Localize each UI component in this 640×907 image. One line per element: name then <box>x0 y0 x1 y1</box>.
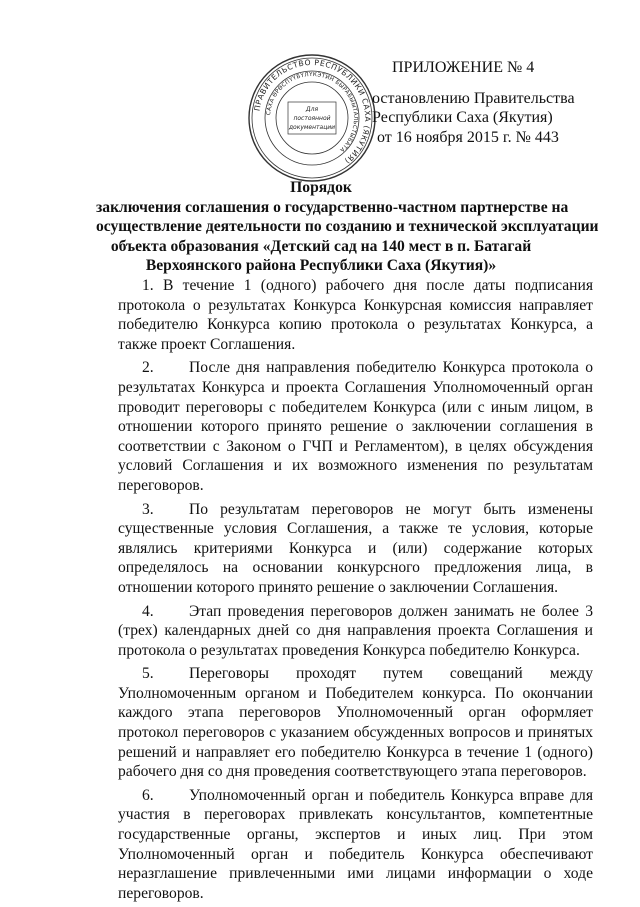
paragraph-4 <box>118 602 593 661</box>
seal-outer-text: ПРАВИТЕЛЬСТВО РЕСПУБЛИКИ САХА (ЯКУТИЯ) <box>252 57 373 166</box>
paragraph-1 <box>118 276 593 354</box>
paragraph-number: 6. <box>142 786 154 804</box>
paragraph-2 <box>118 358 593 495</box>
document-title <box>96 178 599 276</box>
paragraph-text: По результатам переговоров не могут быть изменены существенные условия Соглашения, а также те условия, которые являлись критериями Конкурса и (или) содержание которых определялось на основании конкурсного предложения лица, в отношении которого принято решение о заключении Соглашения. <box>118 500 593 596</box>
paragraph-text: После дня направления победителю Конкурса протокола о результатах Конкурса и проекта Соглашения Уполномоченный орган проводит переговоры с победителем Конкурса (или с иным лицом, в отношении которого принято решение о заключении соглашения в соответствии с Законом о ГЧП и Регламентом), в целях обсуждения условий Соглашения и их возможного изменения по результатам переговоров. <box>118 359 593 494</box>
appendix-resolution-ref: остановлению Правительства <box>372 89 575 107</box>
paragraph-text: Переговоры проходят путем совещаний между Уполномоченным органом и Победителем конкурса. По окончании каждого этапа переговоров Уполномоченный орган оформляет протокол переговоров с указанием обсужденных вопросов и принятых решений и направляет его победителю Конкурса в течение 1 (одного) рабочего дня со дня проведения соответствующего этапа переговоров. <box>118 665 593 781</box>
paragraph-text: Уполномоченный орган и победитель Конкурса вправе для участия в переговорах привлекать консультантов, компетентные государственные органы, экспертов и иных лиц. При этом Уполномоченный орган и победитель Конкурса обеспечивают неразглашение привлеченными ими лицами информации о ходе переговоров. <box>118 786 593 902</box>
paragraph-text: Этап проведения переговоров должен занимать не более 3 (трех) календарных дней со дня направления проекта Соглашения и протокола о результатах проведения Конкурса победителю Конкурса. <box>118 602 593 659</box>
seal-center-line2: постоянной <box>293 115 331 122</box>
seal-center-line1: Для <box>305 106 319 113</box>
paragraph-number: 5. <box>142 665 154 683</box>
paragraph-6 <box>118 786 593 904</box>
paragraph-text: В течение 1 (одного) рабочего дня после даты подписания протокола о результатах Конкурса Конкурсная комиссия направляет победителю Конкурса копию протокола о результатах Конкурса, а также проект Соглашения. <box>118 277 593 353</box>
title-line: заключения соглашения о государственно-частном партнерстве на <box>96 198 569 216</box>
paragraph-5 <box>118 664 593 782</box>
title-line: Верхоянского района Республики Саха (Якутия)» <box>145 257 497 274</box>
paragraph-number: 3. <box>142 500 154 518</box>
title-line: Порядок <box>290 179 352 196</box>
title-line: объекта образования «Детский сад на 140 мест в п. Батагай <box>110 237 532 255</box>
paragraph-number: 4. <box>142 602 154 620</box>
appendix-date: от 16 ноября 2015 г. № 443 <box>377 128 559 146</box>
appendix-number: ПРИЛОЖЕНИЕ № 4 <box>392 59 535 76</box>
title-line: осуществление деятельности по созданию и технической эксплуатации <box>96 218 599 235</box>
paragraph-3 <box>118 500 593 598</box>
seal-center-line3: документации <box>288 124 336 131</box>
appendix-government: Республики Саха (Якутия) <box>372 109 553 126</box>
paragraph-number: 2. <box>142 359 154 377</box>
official-seal <box>246 52 378 184</box>
paragraph-number: 1. <box>142 277 154 294</box>
seal-inner-text: САХА ӨРӨСПҮҮБҮЛҮКЭТИН БЫРАБЫЫТАЛЬСТЫБАТА <box>266 71 359 153</box>
document-body <box>118 276 593 907</box>
appendix-header <box>372 58 632 147</box>
